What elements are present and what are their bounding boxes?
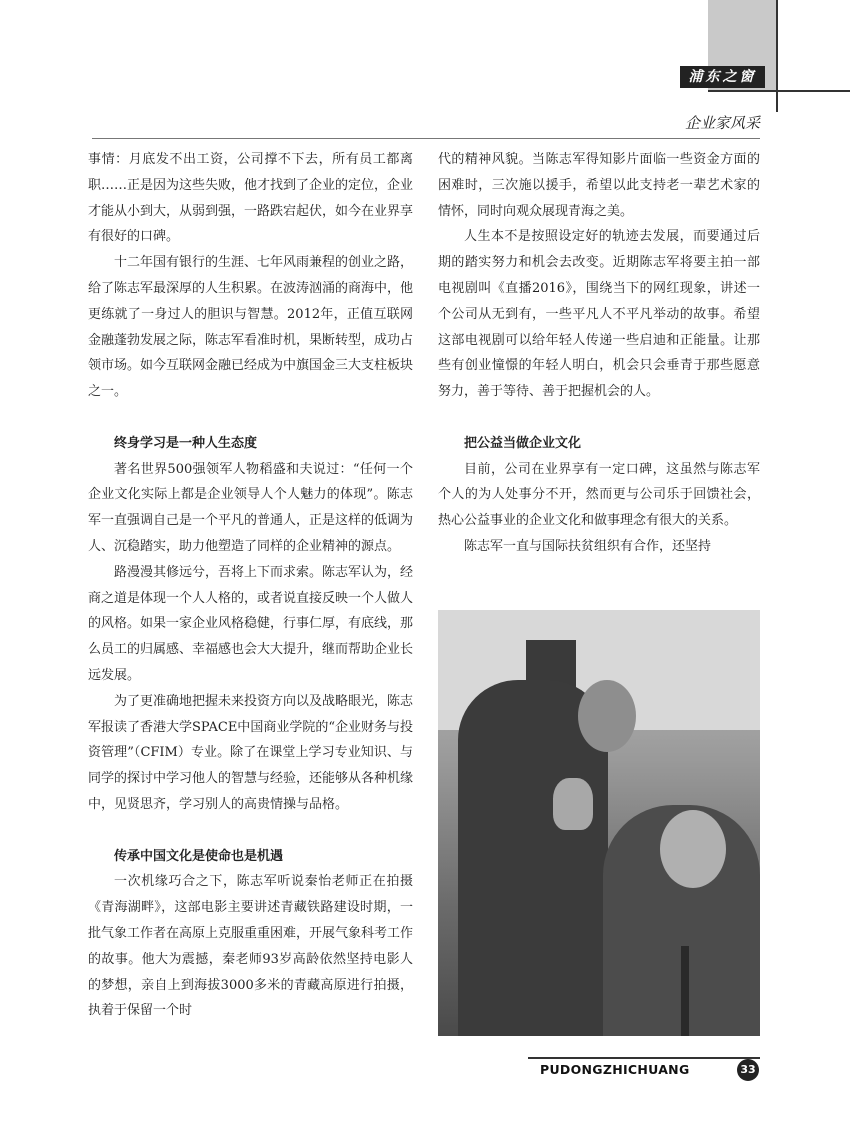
section-title: 企业家风采 <box>684 114 760 132</box>
paragraph: 著名世界500强领军人物稻盛和夫说过：“任何一个企业文化实际上都是企业领导人个人魅力的体现”。陈志军一直强调自己是一个平凡的普通人，正是这样的低调为人、沉稳踏实，助力他塑造了同样的企业精神的源点。 <box>88 461 414 554</box>
photo-man-head <box>578 680 636 752</box>
footer-magazine-name: PUDONGZHICHUANG <box>540 1062 690 1077</box>
section-divider <box>92 138 760 139</box>
subheading: 把公益当做企业文化 <box>464 435 582 451</box>
subheading: 终身学习是一种人生态度 <box>114 435 258 451</box>
paragraph: 十二年国有银行的生涯、七年风雨兼程的创业之路，给了陈志军最深厚的人生积累。在波涛汹涌的商海中，他更练就了一身过人的胆识与智慧。2012年，正值互联网金融蓬勃发展之际，陈志军看准时机，果断转型，成功占领市场。如今互联网金融已经成为中旗国金三大支柱板块之一。 <box>88 255 414 400</box>
header-rule <box>708 90 850 92</box>
paragraph: 事情：月底发不出工资，公司撑不下去，所有员工都离职……正是因为这些失败，他才找到了企业的定位，企业才能从小到大，从弱到强，一路跌宕起伏，如今在业界享有很好的口碑。 <box>88 152 414 245</box>
paragraph: 为了更准确地把握未来投资方向以及战略眼光，陈志军报读了香港大学SPACE中国商业学院的“企业财务与投资管理”（CFIM）专业。除了在课堂上学习专业知识、与同学的探讨中学习他人的智慧与经验，还能够从各种机缘中，见贤思齐，学习别人的高贵情操与品格。 <box>88 693 414 812</box>
footer-rule <box>528 1057 760 1059</box>
magazine-brand-logo: 浦东之窗 <box>680 66 765 88</box>
page-number: 33 <box>737 1059 759 1081</box>
photo-elderly-woman-head <box>660 810 726 888</box>
paragraph: 一次机缘巧合之下，陈志军听说秦怡老师正在拍摄《青海湖畔》，这部电影主要讲述青藏铁路建设时期，一批气象工作者在高原上克服重重困难，开展气象科考工作的故事。他大为震撼，秦老师93岁高龄依然坚持电影人的梦想，亲自上到海拔3000多米的青藏高原进行拍摄，执着于保留一个时 <box>88 874 414 1019</box>
article-photo <box>438 610 760 1036</box>
paragraph: 目前，公司在业界享有一定口碑，这虽然与陈志军个人的为人处事分不开，然而更与公司乐于回馈社会，热心公益事业的企业文化和做事理念有很大的关系。 <box>438 461 760 529</box>
paragraph: 代的精神风貌。当陈志军得知影片面临一些资金方面的困难时，三次施以援手，希望以此支持老一辈艺术家的情怀，同时向观众展现青海之美。 <box>438 152 760 219</box>
subheading: 传承中国文化是使命也是机遇 <box>114 848 284 864</box>
paragraph: 路漫漫其修远兮，吾将上下而求索。陈志军认为，经商之道是体现一个人人格的，或者说直接反映一个人做人的风格。如果一家企业风格稳健，行事仁厚，有底线，那么员工的归属感、幸福感也会大大提升，继而帮助企业长远发展。 <box>88 564 414 683</box>
right-column <box>438 147 760 560</box>
header-vertical-rule <box>776 0 778 112</box>
paragraph: 陈志军一直与国际扶贫组织有合作，还坚持 <box>464 538 712 554</box>
photo-waving-hand <box>553 778 593 830</box>
left-column <box>88 147 413 1024</box>
paragraph: 人生本不是按照设定好的轨迹去发展，而要通过后期的踏实努力和机会去改变。近期陈志军将要主拍一部电视剧叫《直播2016》，围绕当下的网红现象，讲述一个公司从无到有，一些平凡人不平凡举动的故事。希望这部电视剧可以给年轻人传递一些启迪和正能量。让那些有创业憧憬的年轻人明白，机会只会垂青于那些愿意努力，善于等待、善于把握机会的人。 <box>438 229 760 400</box>
photo-cane <box>681 946 689 1036</box>
